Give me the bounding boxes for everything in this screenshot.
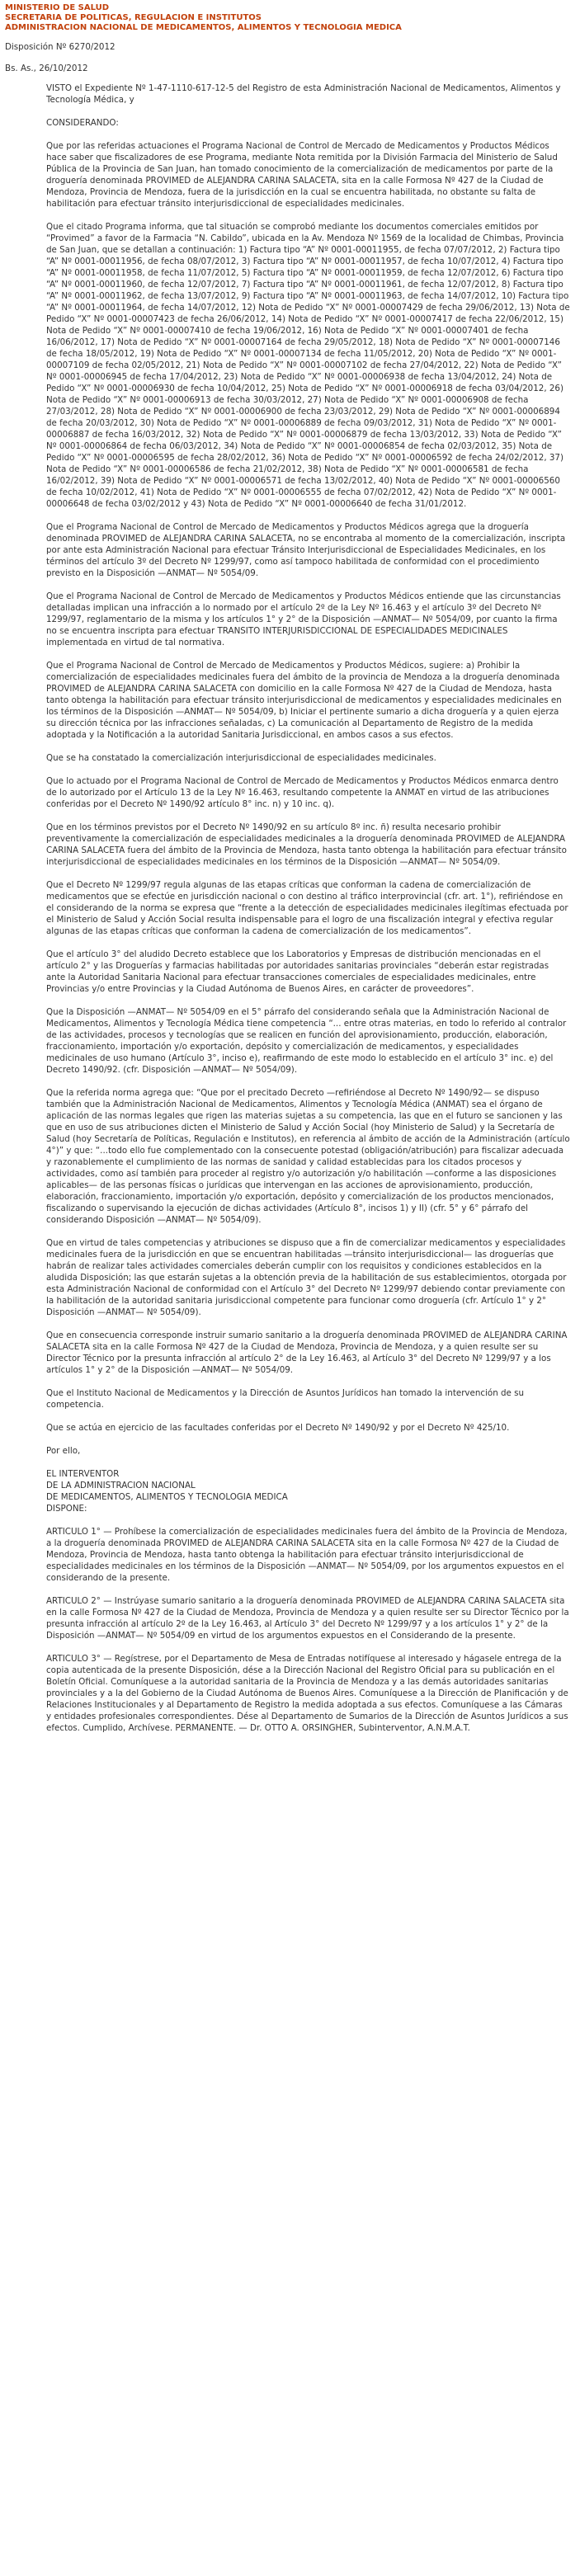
articles-section	[46, 1526, 570, 1734]
paragraph: Que el artículo 3° del aludido Decreto establece que los Laboratorios y Empresas de distribución mencionadas en el artículo 2° y las Droguerías y farmacias habilitadas por autoridades sanitarias provinciales “deberán estar registradas ante la Autoridad Sanitaria Nacional para efectuar transacciones comerciales de especialidades medicinales, entre Provincias y/o entre Provincias y la Ciudad Autónoma de Buenos Aires, en carácter de proveedores”.	[46, 949, 549, 994]
paragraph: Que lo actuado por el Programa Nacional de Control de Mercado de Medicamentos y Productos Médicos enmarca dentro de lo autorizado por el Artículo 13 de la Ley Nº 16.463, resultando competente la ANMAT en virtud de las atribuciones conferidas por el Decreto Nº 1490/92 artículo 8° inc. n) y 10 inc. q).	[46, 776, 559, 809]
paragraph: Que la Disposición —ANMAT— Nº 5054/09 en el 5° párrafo del considerando señala que la Administración Nacional de Medicamentos, Alimentos y Tecnología Médica tiene competencia “... entre otras materias, en todo lo referido al contralor de las actividades, procesos y tecnologías que se realicen en función del aprovisionamiento, producción, elaboración, fraccionamiento, importación y/o exportación, depósito y comercialización de medicamentos, y especialidades medicinales de uso humano (Artículo 3°, inciso e), reafirmando de este modo lo establecido en el artículo 3° inc. e) del Decreto 1490/92. (cfr. Disposición —ANMAT— Nº 5054/09).	[46, 1007, 567, 1075]
paragraph: Que el Programa Nacional de Control de Mercado de Medicamentos y Productos Médicos agrega que la droguería denominada PROVIMED de ALEJANDRA CARINA SALACETA, no se encontraba al momento de la comercialización, inscripta por ante esta Administración Nacional para efectuar Tránsito Interjurisdiccional de Especialidades Medicinales, en los términos del artículo 3º del Decreto Nº 1299/97, como así tampoco habilitada de conformidad con el procedimiento previsto en la Disposición —ANMAT— Nº 5054/09.	[46, 522, 566, 578]
article-paragraph: ARTICULO 1° — Prohíbese la comercialización de especialidades medicinales fuera del ámbito de la Provincia de Mendoza, a la droguería denominada PROVIMED de ALEJANDRA CARINA SALACETA sita en la calle Formosa Nº 427 de la Ciudad de Mendoza, Provincia de Mendoza, hasta tanto obtenga la habilitación para efectuar tránsito interjurisdiccional de especialidades medicinales en los términos de la Disposición —ANMAT— Nº 5054/09, por los argumentos expuestos en el considerando de la presente.	[46, 1527, 568, 1583]
signature-line: DE LA ADMINISTRACION NACIONAL	[46, 1481, 196, 1491]
signature-line: EL INTERVENTOR	[46, 1469, 120, 1479]
paragraph: Que por las referidas actuaciones el Programa Nacional de Control de Mercado de Medicamentos y Productos Médicos hace saber que fiscalizadores de ese Programa, mediante Nota remitida por la División Farmacia del Ministerio de Salud Pública de la Provincia de San Juan, han tomado conocimiento de la comercialización de medicamentos por parte de la droguería denominada PROVIMED de ALEJANDRA CARINA SALACETA, sita en la calle Formosa Nº 427 de la Ciudad de Mendoza, Provincia de Mendoza, fuera de la jurisdicción en la cual se encuentra habilitada, no obstante su falta de habilitación para efectuar tránsito interjurisdiccional de especialidades medicinales.	[46, 141, 558, 209]
header-administration: ADMINISTRACION NACIONAL DE MEDICAMENTOS, ALIMENTOS Y TECNOLOGIA MEDICA	[5, 23, 402, 32]
dispone-label: DISPONE:	[46, 1504, 87, 1514]
article-paragraph: ARTICULO 3° — Regístrese, por el Departamento de Mesa de Entradas notifíquese al interesado y hágasele entrega de la copia autenticada de la presente Disposición, dése a la Dirección Nacional del Registro Oficial para su publicación en el Boletín Oficial. Comuníquese a la autoridad sanitaria de la Provincia de Mendoza y a las demás autoridades sanitarias provinciales y a la del Gobierno de la Ciudad Autónoma de Buenos Aires. Comuníquese a la Dirección de Planificación y de Relaciones Institucionales y al Departamento de Registro la medida adoptada a sus efectos. Comuníquese a las Cámaras y entidades profesionales correspondientes. Dése al Departamento de Sumarios de la Dirección de Asuntos Jurídicos a sus efectos. Cumplido, Archívese. PERMANENTE. — Dr. OTTO A. ORSINGHER, Subinterventor, A.N.M.A.T.	[46, 1654, 568, 1733]
paragraph: Que en consecuencia corresponde instruir sumario sanitario a la droguería denominada PROVIMED de ALEJANDRA CARINA SALACETA sita en la calle Formosa Nº 427 de la Ciudad de Mendoza, Provincia de Mendoza, y a quien resulte ser su Director Técnico por la presunta infracción al artículo 2° de la Ley 16.463, al Artículo 3° del Decreto Nº 1299/97 y a los artículos 1° y 2° de la Disposición —ANMAT— Nº 5054/09.	[46, 1330, 568, 1375]
paragraph: Que el citado Programa informa, que tal situación se comprobó mediante los documentos comerciales emitidos por “Provimed” a favor de la Farmacia “N. Cabildo”, ubicada en la Av. Mendoza Nº 1569 de la localidad de Chimbas, Provincia de San Juan, que se detallan a continuación: 1) Factura tipo “A” Nº 0001-00011955, de fecha 07/07/2012, 2) Factura tipo “A” Nº 0001-00011956, de fecha 08/07/2012, 3) Factura tipo “A” Nº 0001-00011957, de fecha 10/07/2012, 4) Factura tipo “A” Nº 0001-00011958, de fecha 11/07/2012, 5) Factura tipo “A” Nº 0001-00011959, de fecha 12/07/2012, 6) Factura tipo “A” Nº 0001-00011960, de fecha 12/07/2012, 7) Factura tipo “A” Nº 0001-00011961, de fecha 12/07/2012, 8) Factura tipo “A” Nº 0001-00011962, de fecha 13/07/2012, 9) Factura tipo “A” Nº 0001-00011963, de fecha 14/07/2012, 10) Factura tipo “A” Nº 0001-00011964, de fecha 14/07/2012, 12) Nota de Pedido “X” Nº 0001-00007429 de fecha 29/06/2012, 13) Nota de Pedido “X” Nº 0001-00007423 de fecha 26/06/2012, 14) Nota de Pedido “X” Nº 0001-00007417 de fecha 22/06/2012, 15) Nota de Pedido “X” Nº 0001-00007410 de fecha 19/06/2012, 16) Nota de Pedido “X” Nº 0001-00007401 de fecha 16/06/2012, 17) Nota de Pedido “X” Nº 0001-00007164 de fecha 29/05/2012, 18) Nota de Pedido “X” Nº 0001-00007146 de fecha 18/05/2012, 19) Nota de Pedido “X” Nº 0001-00007134 de fecha 11/05/2012, 20) Nota de Pedido “X” Nº 0001-00007109 de fecha 02/05/2012, 21) Nota de Pedido “X” Nº 0001-00007102 de fecha 27/04/2012, 22) Nota de Pedido “X” Nº 0001-00006945 de fecha 17/04/2012, 23) Nota de Pedido “X” Nº 0001-00006938 de fecha 13/04/2012, 24) Nota de Pedido “X” Nº 0001-00006930 de fecha 10/04/2012, 25) Nota de Pedido “X” Nº 0001-00006918 de fecha 03/04/2012, 26) Nota de Pedido “X” Nº 0001-00006913 de fecha 30/03/2012, 27) Nota de Pedido “X” Nº 0001-00006908 de fecha 27/03/2012, 28) Nota de Pedido “X” Nº 0001-00006900 de fecha 23/03/2012, 29) Nota de Pedido “X” Nº 0001-00006894 de fecha 20/03/2012, 30) Nota de Pedido “X” Nº 0001-00006889 de fecha 09/03/2012, 31) Nota de Pedido “X” Nº 0001-00006887 de fecha 16/03/2012, 32) Nota de Pedido “X” Nº 0001-00006879 de fecha 13/03/2012, 33) Nota de Pedido “X” Nº 0001-00006864 de fecha 06/03/2012, 34) Nota de Pedido “X” Nº 0001-00006854 de fecha 02/03/2012, 35) Nota de Pedido “X” Nº 0001-00006595 de fecha 28/02/2012, 36) Nota de Pedido “X” Nº 0001-00006592 de fecha 24/02/2012, 37) Nota de Pedido “X” Nº 0001-00006586 de fecha 21/02/2012, 38) Nota de Pedido “X” Nº 0001-00006581 de fecha 16/02/2012, 39) Nota de Pedido “X” Nº 0001-00006571 de fecha 13/02/2012, 40) Nota de Pedido “X” Nº 0001-00006560 de fecha 10/02/2012, 41) Nota de Pedido “X” Nº 0001-00006555 de fecha 07/02/2012, 42) Nota de Pedido “X” Nº 0001-00006648 de fecha 03/02/2012 y 43) Nota de Pedido “X” Nº 0001-00006640 de fecha 31/01/2012.	[46, 222, 570, 509]
document-body	[46, 82, 570, 1734]
header-secretariat: SECRETARIA DE POLITICAS, REGULACION E INSTITUTOS	[5, 13, 262, 22]
paragraph: Que se ha constatado la comercialización interjurisdiccional de especialidades medicinales.	[46, 753, 436, 763]
signature-line: DE MEDICAMENTOS, ALIMENTOS Y TECNOLOGIA MEDICA	[46, 1492, 288, 1502]
paragraph: Que el Instituto Nacional de Medicamentos y la Dirección de Asuntos Jurídicos han tomado la intervención de su competencia.	[46, 1388, 525, 1410]
paragraph: Que en virtud de tales competencias y atribuciones se dispuso que a fin de comercializar medicamentos y especialidades medicinales fuera de la jurisdicción en que se encuentran habilitadas —tránsito interjurisdiccional— las droguerías que habrán de realizar tales actividades comerciales deberán cumplir con los requisitos y condiciones establecidos en la aludida Disposición; las que estarán sujetas a la obtención previa de la habilitación de sus establecimientos, otorgada por esta Administración Nacional de conformidad con el Artículo 3° del Decreto Nº 1299/97 debiendo contar previamente con la habilitación de la autoridad sanitaria jurisdiccional competente para funcionar como droguería (cfr. Artículo 1° y 2° Disposición —ANMAT— Nº 5054/09).	[46, 1238, 567, 1317]
paragraph: Que el Programa Nacional de Control de Mercado de Medicamentos y Productos Médicos entiende que las circunstancias detalladas implican una infracción a lo normado por el artículo 2º de la Ley Nº 16.463 y el artículo 3º del Decreto Nº 1299/97, reglamentario de la misma y los artículos 1° y 2° de la Disposición —ANMAT— Nº 5054/09, por cuanto la firma no se encuentra inscripta para efectuar TRANSITO INTERJURISDICCIONAL DE ESPECIALIDADES MEDICINALES implementada en virtud de tal normativa.	[46, 591, 561, 648]
paragraph: Que en los términos previstos por el Decreto Nº 1490/92 en su artículo 8º inc. ñ) resulta necesario prohibir preventivamente la comercialización de especialidades medicinales a la droguería denominada PROVIMED de ALEJANDRA CARINA SALACETA fuera del ámbito de la Provincia de Mendoza, hasta tanto obtenga la habilitación para efectuar tránsito interjurisdiccional de especialidades medicinales en los términos de la Disposición —ANMAT— Nº 5054/09.	[46, 822, 567, 867]
document-header	[5, 3, 575, 33]
considerando-section	[46, 82, 570, 1457]
paragraph: Que se actúa en ejercicio de las facultades conferidas por el Decreto Nº 1490/92 y por el Decreto Nº 425/10.	[46, 1423, 510, 1433]
paragraph: Que la referida norma agrega que: “Que por el precitado Decreto —refiriéndose al Decreto Nº 1490/92— se dispuso también que la Administración Nacional de Medicamentos, Alimentos y Tecnología Médica (ANMAT) sea el órgano de aplicación de las normas legales que rigen las materias sujetas a su competencia, las que en el futuro se sancionen y las que en uso de sus atribuciones dicten el Ministerio de Salud y Acción Social (hoy Ministerio de Salud) y la Secretaría de Salud (hoy Secretaría de Políticas, Regulación e Institutos), en referencia al ámbito de acción de la Administración (artículo 4°)” y que: “...todo ello fue complementado con la consecuente potestad (obligación/atribución) para fiscalizar adecuada y razonablemente el cumplimiento de las normas de sanidad y calidad establecidas para los citados procesos y actividades, como así también para proceder al registro y/o autorización y/o habilitación —conforme a las disposiciones aplicables— de las personas físicas o jurídicas que intervengan en las acciones de aprovisionamiento, producción, elaboración, fraccionamiento, importación y/o exportación, depósito y comercialización de los productos mencionados, fiscalizando o supervisando la ejecución de dichas actividades (Artículo 8°, incisos 1) y II) (cfr. 5° y 6° párrafo del considerando Disposición —ANMAT— Nº 5054/09).	[46, 1088, 570, 1225]
paragraph: Que el Decreto Nº 1299/97 regula algunas de las etapas críticas que conforman la cadena de comercialización de medicamentos que se efectúe en jurisdicción nacional o con destino al tráfico interprovincial (cfr. art. 1°), refiriéndose en el considerando de la norma se expresa que “frente a la detección de especialidades medicinales ilegítimas efectuada por el Ministerio de Salud y Acción Social resulta indispensable para el logro de una fiscalización integral y efectiva regular algunas de las etapas críticas que conforman la cadena de comercialización de los medicamentos”.	[46, 880, 568, 936]
paragraph: Por ello,	[46, 1446, 81, 1456]
header-ministry: MINISTERIO DE SALUD	[5, 3, 110, 12]
paragraph: VISTO el Expediente Nº 1-47-1110-617-12-5 del Registro de esta Administración Nacional de Medicamentos, Alimentos y Tecnología Médica, y	[46, 83, 561, 105]
paragraph: CONSIDERANDO:	[46, 118, 119, 128]
signature-block	[46, 1468, 570, 1514]
place-date: Bs. As., 26/10/2012	[5, 64, 88, 73]
paragraph: Que el Programa Nacional de Control de Mercado de Medicamentos y Productos Médicos, sugiere: a) Prohibir la comercialización de especialidades medicinales fuera del ámbito de la provincia de Mendoza a la droguería denominada PROVIMED de ALEJANDRA CARINA SALACETA con domicilio en la calle Formosa Nº 427 de la Ciudad de Mendoza, hasta tanto obtenga la habilitación para efectuar tránsito interjurisdiccional de medicamentos y especialidades medicinales en los términos de la Disposición —ANMAT— Nº 5054/09, b) Iniciar el pertinente sumario a dicha droguería y a quien ejerza su dirección técnica por las infracciones señaladas, c) La comunicación al Departamento de Registro de la medida adoptada y la Notificación a la autoridad Sanitaria Jurisdiccional, en ambos casos a sus efectos.	[46, 661, 562, 740]
disposition-number: Disposición Nº 6270/2012	[5, 42, 116, 52]
article-paragraph: ARTICULO 2° — Instrúyase sumario sanitario a la droguería denominada PROVIMED de ALEJANDRA CARINA SALACETA sita en la calle Formosa Nº 427 de la Ciudad de Mendoza, Provincia de Mendoza y a quien resulte ser su Director Técnico por la presunta infracción al artículo 2º de la Ley 16.463, al Artículo 3° del Decreto Nº 1299/97 y a los artículos 1° y 2° de la Disposición —ANMAT— Nº 5054/09 en virtud de los argumentos expuestos en el Considerando de la presente.	[46, 1596, 569, 1641]
